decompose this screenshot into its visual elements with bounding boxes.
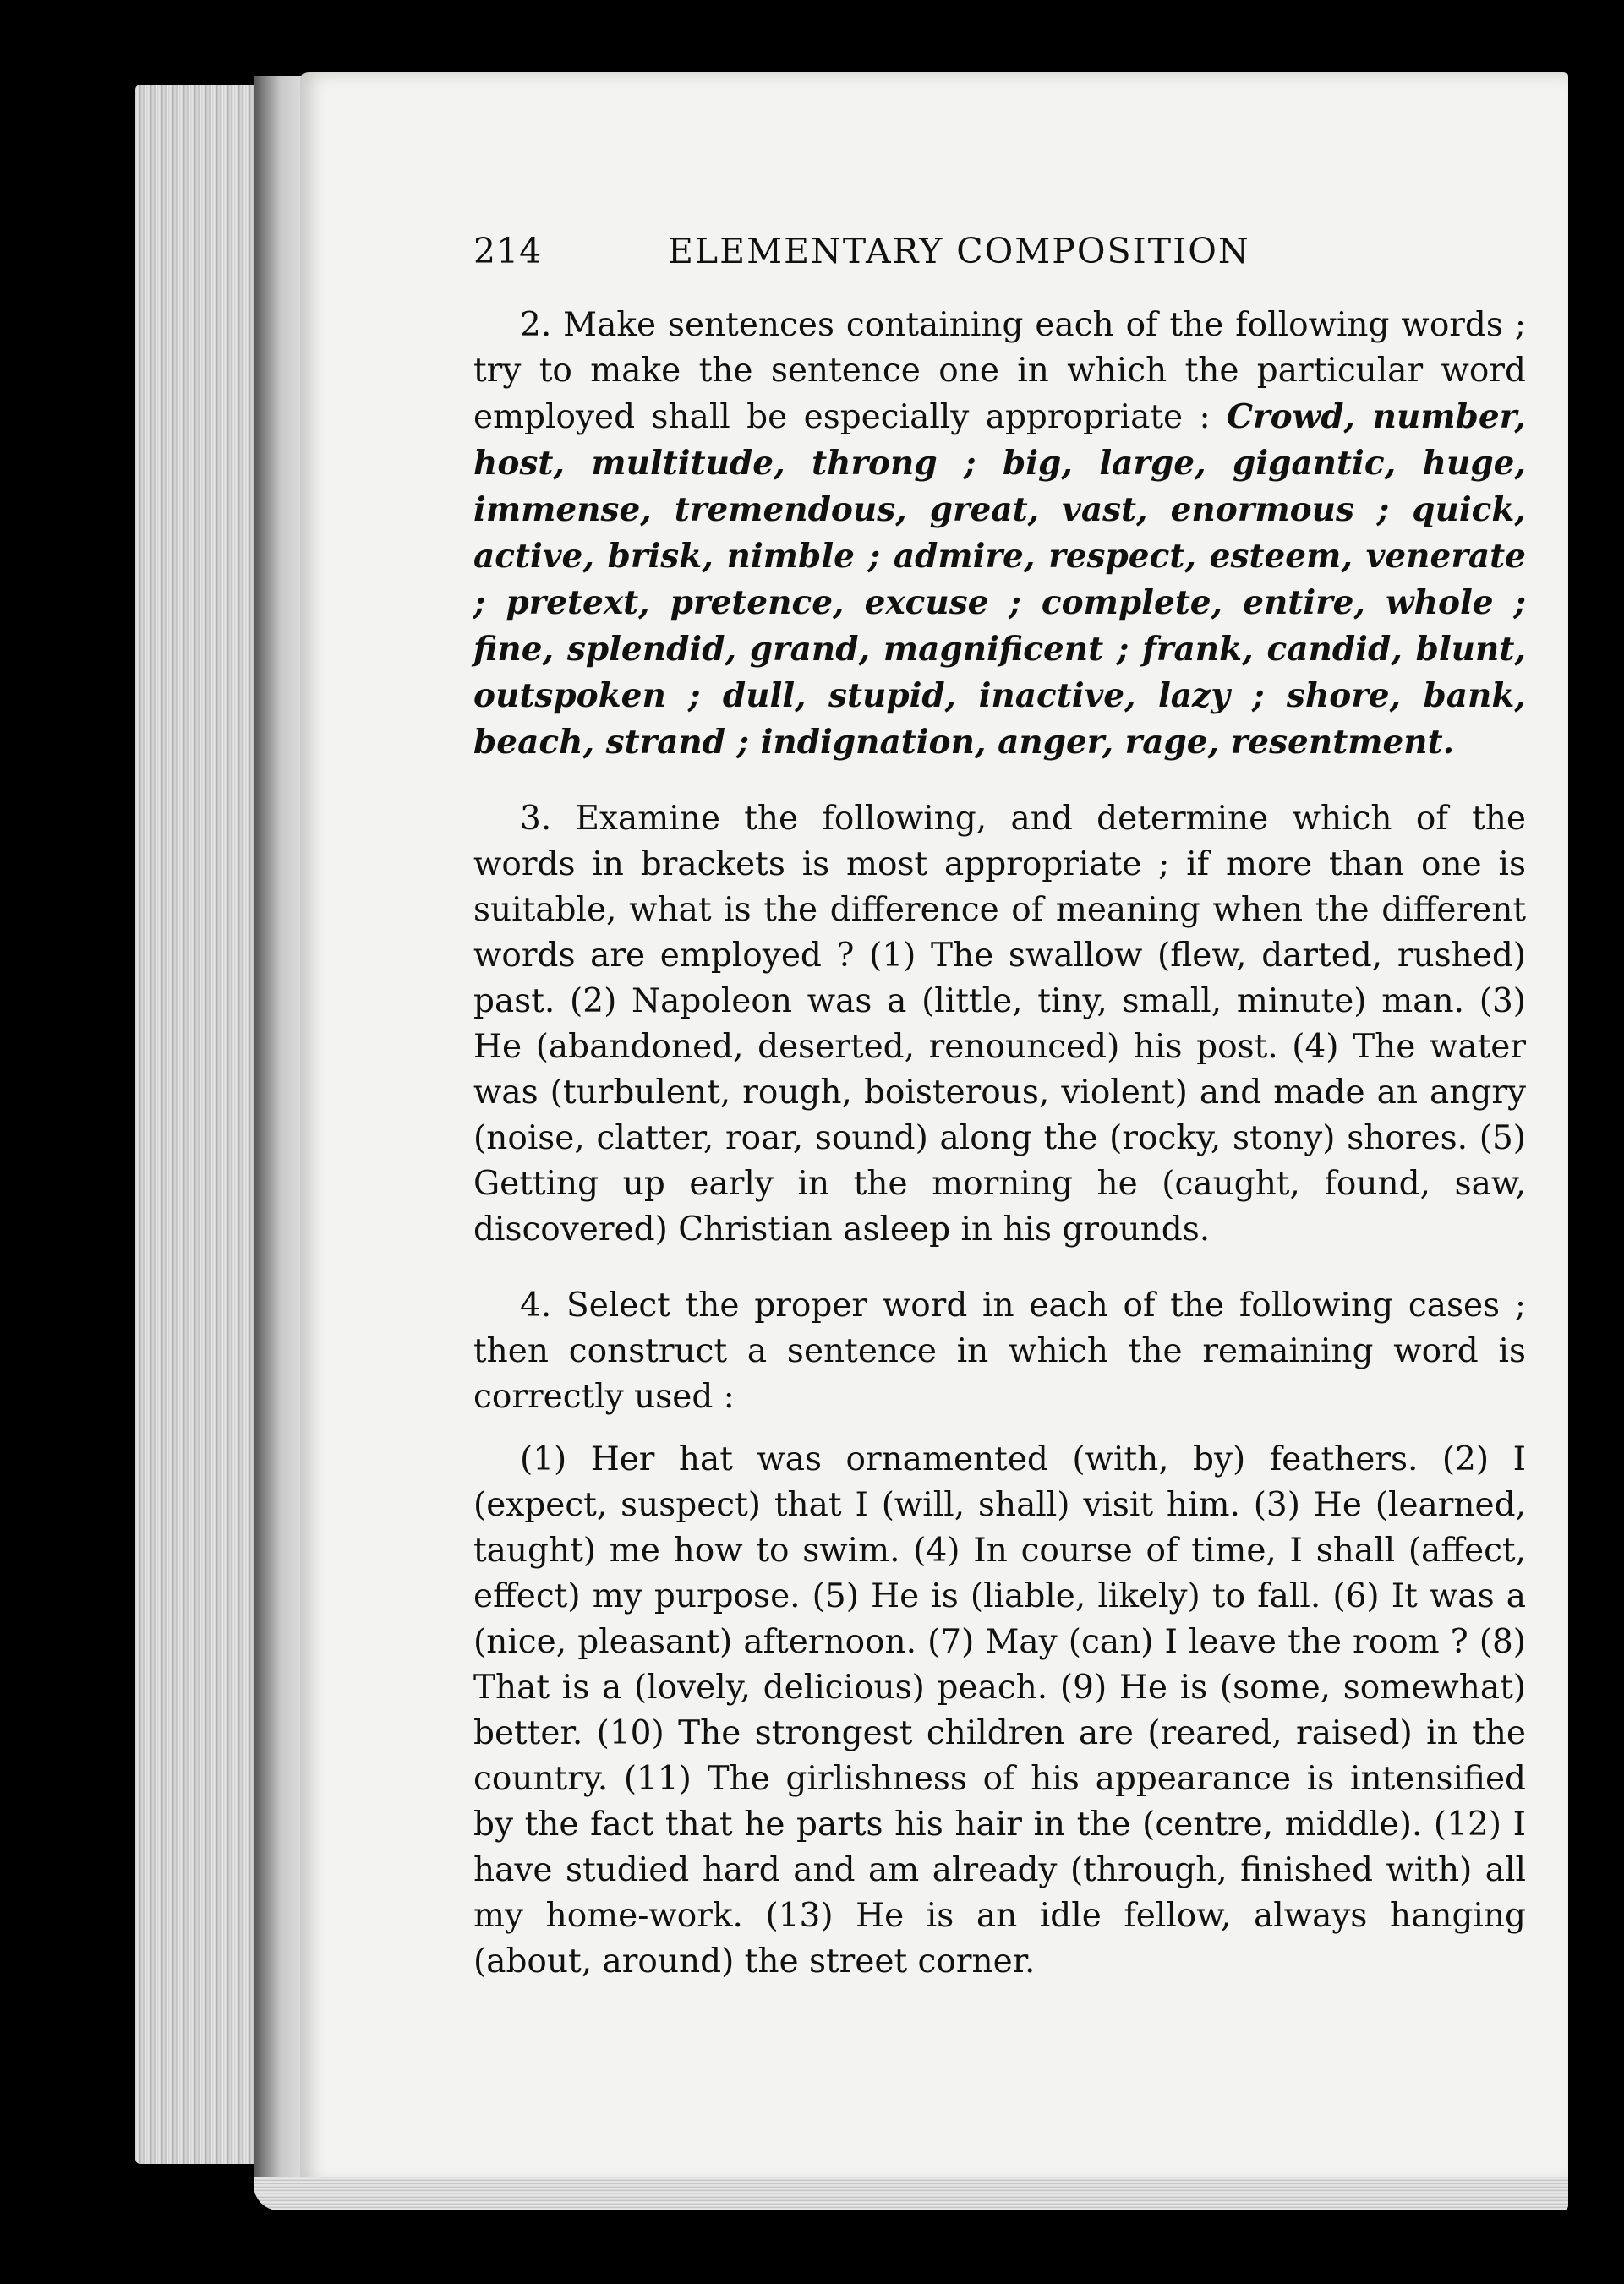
exercise-3: 3. Examine the following, and determine which of the words in brackets is most appropriate ; if more than one is suitable, what is the difference of meaning when the different words are employed ? (1) The swallow (flew, darted, rushed) past. (2) Napoleon was a (little, tiny, small, minute) man. (3) He (abandoned, deserted, renounced) his post. (4) The water was (turbulent, rough, boisterous, violent) and made an angry (noise, clatter, roar, sound) along the (rocky, stony) shores. (5) Getting up early in the morning he (caught, found, saw, discovered) Christian asleep in his grounds. — [473, 800, 1526, 1249]
running-title: ELEMENTARY COMPOSITION — [668, 231, 1250, 271]
page-edges-bottom — [254, 2177, 1568, 2210]
running-header — [473, 228, 1526, 274]
page-content — [473, 228, 1526, 1985]
exercise-4-items: (1) Her hat was ornamented (with, by) feathers. (2) I (expect, suspect) that I (will, shall) visit him. (3) He (learned, taught) me how to swim. (4) In course of time, I shall (affect, effect) my purpose. (5) He is (liable, likely) to fall. (6) It was a (nice, pleasant) afternoon. (7) May (can) I leave the room ? (8) That is a (lovely, delicious) peach. (9) He is (some, somewhat) better. (10) The strongest children are (reared, raised) in the country. (11) The girlishness of his appearance is intensified by the fact that he parts his hair in the (centre, middle). (12) I have studied hard and am already (through, finished with) all my home-work. (13) He is an idle fellow, always hanging (about, around) the street corner. — [473, 1440, 1526, 1981]
exercise-4-intro: 4. Select the proper word in each of the following cases ; then construct a sentence in which the remaining word is correctly used : — [473, 1287, 1526, 1416]
exercise-2-word-list: Crowd, number, host, multitude, throng ; big, large, gigantic, huge, immense, tremendous, great, vast, enormous ; quick, active, brisk, nimble ; admire, respect, esteem, venerate ; pretext, pretence, excuse ; complete, entire, whole ; fine, splendid, grand, magnificent ; frank, candid, blunt, outspoken ; dull, stupid, inactive, lazy ; shore, bank, beach, strand ; indignation, anger, rage, resentment. — [473, 397, 1526, 762]
exercise-2-intro: 2. Make sentences containing each of the following words ; try to make the sentence one in which the particular word employed shall be especially appropriate : — [473, 306, 1526, 436]
exercise-2 — [473, 303, 1526, 766]
page-number: 214 — [473, 231, 543, 271]
